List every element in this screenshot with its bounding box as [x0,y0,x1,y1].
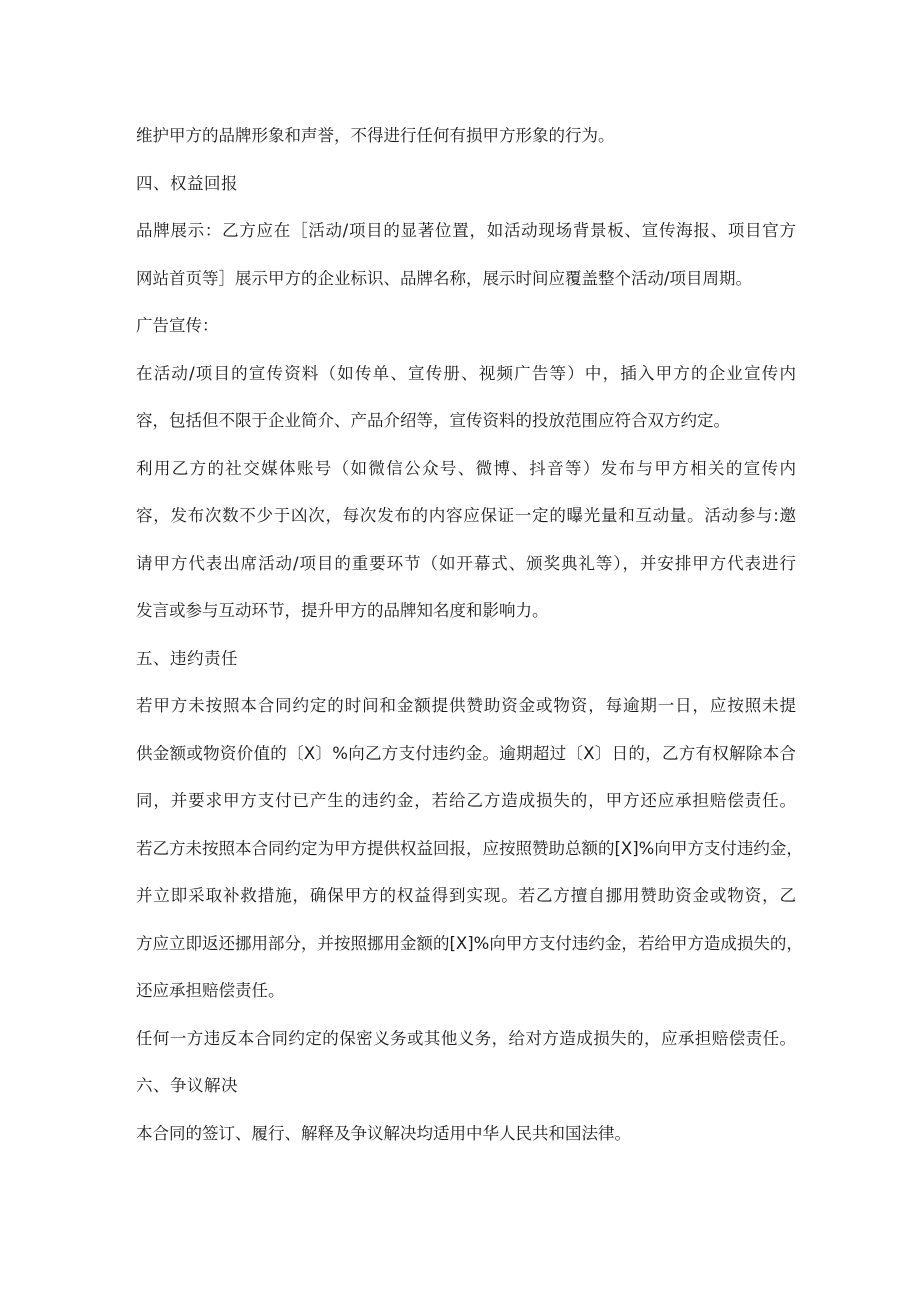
paragraph-line: 容，发布次数不少于凶次，每次发布的内容应保证一定的曝光量和互动量。活动参与:邀 [136,506,796,525]
paragraph-line: 本合同的签订、履行、解释及争议解决均适用中华人民共和国法律。 [136,1123,631,1143]
paragraph-line: 广告宣传： [136,316,219,335]
paragraph-line: 任何一方违反本合同约定的保密义务或其他义务，给对方造成损失的，应承担赔偿责任。 [136,1028,796,1048]
section-heading-dispute: 六、争议解决 [136,1076,238,1095]
section-heading-rights: 四、权益回报 [136,173,238,193]
paragraph-line: 若乙方未按照本合同约定为甲方提供权益回报，应按照赞助总额的[X]%向甲方支付违约金， [136,838,803,858]
paragraph-line: 维护甲方的品牌形象和声誉，不得进行任何有损甲方形象的行为。 [136,126,615,145]
document-body [136,112,803,1157]
paragraph-line: 在活动/项目的宣传资料（如传单、宣传册、视频广告等）中，插入甲方的企业宣传内 [136,363,796,383]
paragraph-line: 利用乙方的社交媒体账号（如微信公众号、微博、抖音等）发布与甲方相关的宣传内 [136,458,796,478]
paragraph-line: 发言或参与互动环节，提升甲方的品牌知名度和影响力。 [136,601,549,620]
section-heading-breach: 五、违约责任 [136,648,238,668]
paragraph-line: 同，并要求甲方支付已产生的违约金，若给乙方造成损失的，甲方还应承担赔偿责任。 [136,791,796,810]
paragraph-line: 容，包括但不限于企业简介、产品介绍等，宣传资料的投放范围应符合双方约定。 [136,411,730,430]
paragraph-line: 品牌展示：乙方应在［活动/项目的显著位置，如活动现场背景板、宣传海报、项目官方 [136,221,796,240]
paragraph-line: 若甲方未按照本合同约定的时间和金额提供赞助资金或物资，每逾期一日，应按照未提 [136,696,796,715]
paragraph-line: 并立即采取补救措施，确保甲方的权益得到实现。若乙方擅自挪用赞助资金或物资，乙 [136,886,796,905]
paragraph-line: 供金额或物资价值的〔X〕%向乙方支付违约金。逾期超过〔X〕日的，乙方有权解除本合 [136,743,796,763]
paragraph-line: 请甲方代表出席活动/项目的重要环节（如开幕式、颁奖典礼等），并安排甲方代表进行 [136,553,796,573]
paragraph-line: 还应承担赔偿责任。 [136,981,285,1000]
paragraph-line: 方应立即返还挪用部分，并按照挪用金额的[X]%向甲方支付违约金，若给甲方造成损失的， [136,933,803,953]
paragraph-line: 网站首页等］展示甲方的企业标识、品牌名称，展示时间应覆盖整个活动/项目周期。 [136,268,753,288]
